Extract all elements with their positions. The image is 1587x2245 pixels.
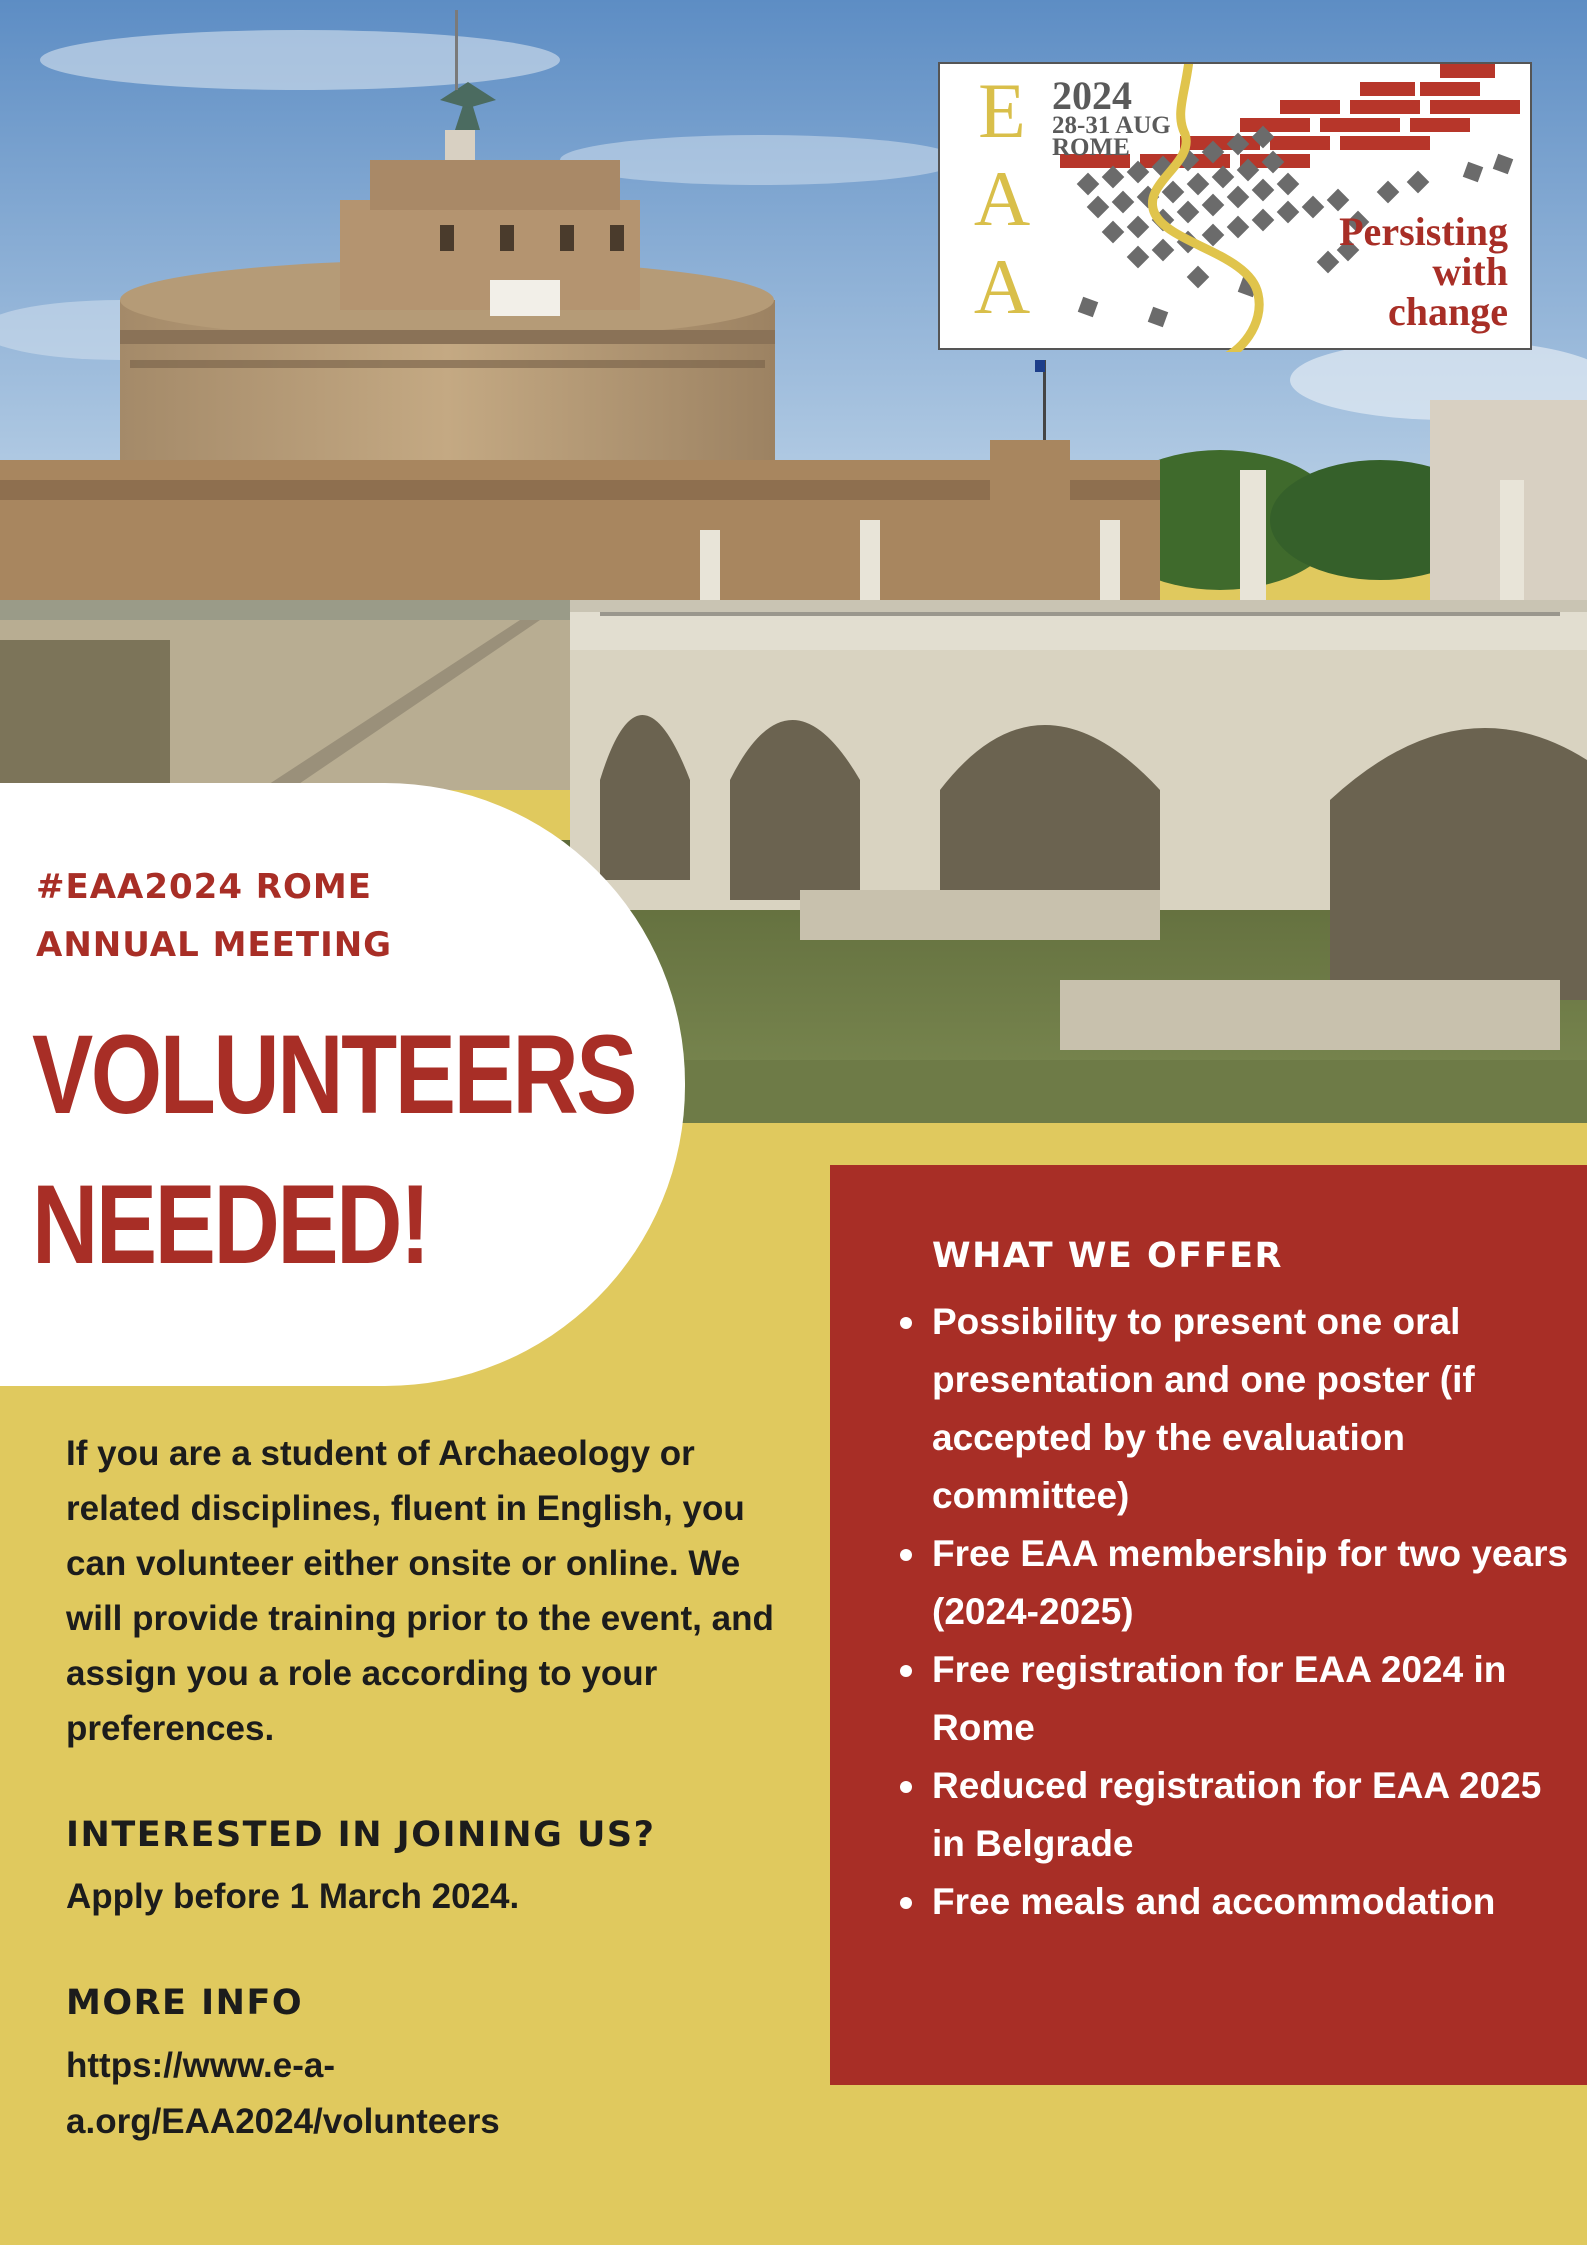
url-line: https://www.e-a- bbox=[66, 2046, 335, 2085]
hashtag-line: ANNUAL MEETING bbox=[36, 925, 393, 965]
logo-tagline-line: Persisting bbox=[1339, 209, 1508, 254]
hashtag-line: #EAA2024 ROME bbox=[36, 867, 372, 907]
more-info-heading: MORE INFO bbox=[66, 1983, 304, 2023]
logo-letter-a1: A bbox=[973, 155, 1031, 242]
logo-letter-a2: A bbox=[973, 243, 1031, 330]
offer-list bbox=[932, 1293, 1572, 1931]
event-hashtag bbox=[36, 858, 392, 974]
url-line: a.org/EAA2024/volunteers bbox=[66, 2102, 500, 2141]
page-title bbox=[32, 1000, 635, 1300]
more-info-link[interactable] bbox=[66, 2038, 500, 2150]
apply-deadline: Apply before 1 March 2024. bbox=[66, 1877, 520, 1916]
offer-panel bbox=[830, 1165, 1587, 2085]
offer-item: Possibility to present one oral presentation and one poster (if accepted by the evaluation committee) bbox=[932, 1293, 1572, 1525]
offer-item: Free registration for EAA 2024 in Rome bbox=[932, 1641, 1572, 1757]
logo-year: 2024 bbox=[1052, 73, 1132, 118]
logo-tagline-line: change bbox=[1388, 289, 1508, 334]
logo-tagline-line: with bbox=[1432, 249, 1508, 294]
offer-item: Free meals and accommodation bbox=[932, 1873, 1572, 1931]
offer-title: WHAT WE OFFER bbox=[932, 1236, 1283, 1276]
headline-line: NEEDED! bbox=[32, 1162, 429, 1287]
intro-paragraph: If you are a student of Archaeology or related disciplines, fluent in English, you can volunteer either onsite or online. We will provide training prior to the event, and assign you a role according to your preferences. bbox=[66, 1434, 774, 1748]
interested-heading: INTERESTED IN JOINING US? bbox=[66, 1815, 656, 1855]
logo-letter-e: E bbox=[978, 67, 1026, 154]
headline-line: VOLUNTEERS bbox=[32, 1012, 636, 1137]
eaa-logo bbox=[938, 62, 1532, 350]
logo-city: ROME bbox=[1052, 134, 1130, 161]
offer-item: Reduced registration for EAA 2025 in Belgrade bbox=[932, 1757, 1572, 1873]
offer-item: Free EAA membership for two years (2024-2025) bbox=[932, 1525, 1572, 1641]
logo-tagline bbox=[1339, 209, 1508, 334]
logo-dates: 28-31 AUG bbox=[1052, 112, 1171, 139]
